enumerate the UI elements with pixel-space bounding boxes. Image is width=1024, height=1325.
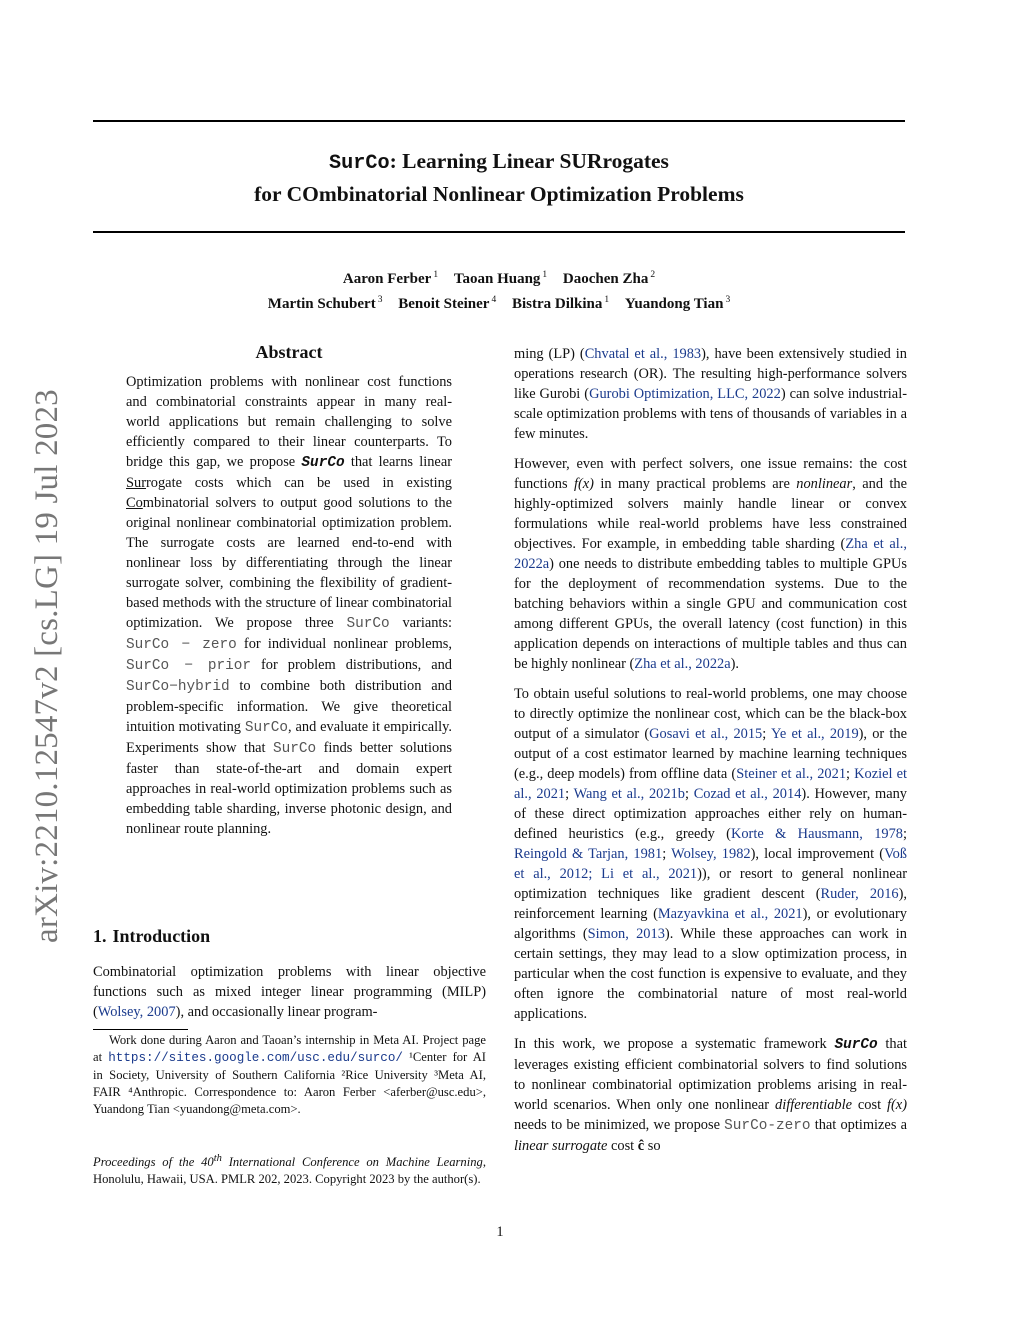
citation-link[interactable]: Gosavi et al., 2015	[649, 726, 763, 742]
author: Martin Schubert $^3$	[267, 295, 383, 312]
citation-link[interactable]: Zha et al., 2022a	[634, 656, 731, 672]
citation-link[interactable]: Wolsey, 2007	[97, 1004, 176, 1020]
title-line2: for COmbinatorial Nonlinear Optimization Problems	[254, 182, 744, 206]
title-line1: : Learning Linear SURrogates	[389, 149, 669, 173]
abstract-heading: Abstract	[255, 342, 323, 362]
paragraph: However, even with perfect solvers, one issue remains: the cost functions f(x) in many practical problems are nonlinear, and the highly-optimized solvers mainly handle linear or convex formulations while real-world problems have less constrained objectives. For example, in embedding table sharding (Zha et al., 2022a) one needs to distribute embedding tables to multiple GPUs for the deployment of recommendation systems. Due to the batching behaviors within a single GPU and communication cost among different GPUs, the overall latency (cost function) in this application depends on interactions of multiple tables and thus can be highly nonlinear (Zha et al., 2022a).	[514, 456, 908, 672]
citation-link[interactable]: Cozad et al., 2014	[693, 786, 802, 802]
citation-link[interactable]: Simon, 2013	[587, 926, 665, 942]
citation-link[interactable]: Ruder, 2016	[820, 886, 899, 902]
intro-text: Combinatorial optimization problems with linear objective functions such as mixed integer linear programming (MILP) (Wolsey, 2007), and occasionally linear program-	[93, 964, 486, 1020]
author: Benoit Steiner $^4$	[398, 295, 497, 312]
abstract-text: Optimization problems with nonlinear cost functions and combinatorial constraints appear in many real-world applications but remain challenging to solve efficiently compared to their linear counterparts. To bridge this gap, we propose SurCo that learns linear Surrogate costs which can be used in existing Combinatorial solvers to output good solutions to the original nonlinear combinatorial optimization problem. The surrogate costs are learned end-to-end with nonlinear loss by differentiating through the linear surrogate solver, combining the flexibility of gradient-based methods with the structure of linear combinatorial optimization. We propose three SurCo variants: SurCo − zero for individual nonlinear problems, SurCo − prior for problem distributions, and SurCo−hybrid to combine both distribution and problem-specific information. We give theoretical intuition motivating SurCo, and evaluate it empirically. Experiments show that SurCo finds better solutions faster than state-of-the-art and domain expert approaches in real-world optimization problems such as embedding table sharding, inverse photonic design, and nonlinear route planning.	[126, 374, 453, 837]
citation-link[interactable]: Ye et al., 2019	[770, 726, 859, 742]
footnote: Work done during Aaron and Taoan’s internship in Meta AI. Project page at https://sites.google.com/usc.edu/surco/ ¹Center for AI in Society, University of Southern California ²Rice University ³Meta AI, FAIR ⁴Anthropic. Correspondence to: Aaron Ferber <aferber@usc.edu>, Yuandong Tian <yuandong@meta.com>.	[93, 1033, 486, 1116]
author: Taoan Huang $^1$	[453, 270, 548, 287]
author: Yuandong Tian $^3$	[624, 295, 731, 312]
author: Aaron Ferber $^1$	[342, 270, 439, 287]
title-surco: SurCo	[329, 152, 390, 175]
citation-link[interactable]: Voß et al., 2012; Li et al., 2021	[514, 846, 907, 882]
page-number: 1	[496, 1224, 504, 1240]
proceedings-note: Proceedings of the 40th International Conference on Machine Learning, Honolulu, Hawaii, USA. PMLR 202, 2023. Copyright 2023 by the author(s).	[93, 1153, 486, 1187]
paragraph: In this work, we propose a systematic framework SurCo that leverages existing efficient combinatorial solvers to find solutions to nonlinear combinatorial optimization problems arising in real-world scenarios. When only one nonlinear differentiable cost f(x) needs to be minimized, we propose SurCo-zero that optimizes a linear surrogate cost ĉ so	[514, 1036, 907, 1154]
author-list	[93, 265, 905, 315]
footnote-rule	[93, 1029, 188, 1030]
title-bottom-rule	[93, 231, 905, 233]
citation-link[interactable]: Wang et al., 2021b	[573, 786, 685, 802]
citation-link[interactable]: Mazyavkina et al., 2021	[657, 906, 803, 922]
citation-link[interactable]: Korte & Hausmann, 1978	[730, 826, 903, 842]
citation-link[interactable]: Koziel et al., 2021	[514, 766, 907, 802]
title-top-rule	[93, 120, 905, 122]
project-page-link[interactable]: https://sites.google.com/usc.edu/surco/	[108, 1051, 403, 1065]
author: Bistra Dilkina $^1$	[511, 295, 610, 312]
citation-link[interactable]: Zha et al., 2022a	[514, 536, 907, 572]
author: Daochen Zha $^2$	[562, 270, 656, 287]
citation-link[interactable]: Wolsey, 1982	[671, 846, 751, 862]
right-column	[514, 344, 907, 1166]
arxiv-stamp: arXiv:2210.12547v2 [cs.LG] 19 Jul 2023	[29, 389, 65, 943]
citation-link[interactable]: Steiner et al., 2021	[736, 766, 847, 782]
paper-title	[93, 146, 905, 210]
citation-link[interactable]: Reingold & Tarjan, 1981	[514, 846, 663, 862]
paragraph: To obtain useful solutions to real-world problems, one may choose to directly optimize the nonlinear cost, which can be the black-box output of a simulator (Gosavi et al., 2015; Ye et al., 2019), or the output of a cost estimator learned by machine learning techniques (e.g., deep models) from offline data (Steiner et al., 2021; Koziel et al., 2021; Wang et al., 2021b; Cozad et al., 2014). However, many of these direct optimization approaches either rely on human-defined heuristics (e.g., greedy (Korte & Hausmann, 1978; Reingold & Tarjan, 1981; Wolsey, 1982), local improvement (Voß et al., 2012; Li et al., 2021)), or resort to general nonlinear optimization techniques like gradient descent (Ruder, 2016), reinforcement learning (Mazyavkina et al., 2021), or evolutionary algorithms (Simon, 2013). While these approaches can work in certain settings, they may lead to a slow optimization process, in particular when the cost function is expensive to evaluate, and they often ignore the combinatorial nature of most real-world applications.	[514, 686, 908, 1022]
intro-heading: 1. Introduction	[93, 926, 211, 946]
citation-link[interactable]: Chvatal et al., 1983	[584, 346, 702, 362]
citation-link[interactable]: Gurobi Optimization, LLC, 2022	[589, 386, 781, 402]
paragraph: ming (LP) (Chvatal et al., 1983), have been extensively studied in operations research (OR). The resulting high-performance solvers like Gurobi (Gurobi Optimization, LLC, 2022) can solve industrial-scale optimization problems with tens of thousands of variables in a few minutes.	[514, 346, 907, 442]
